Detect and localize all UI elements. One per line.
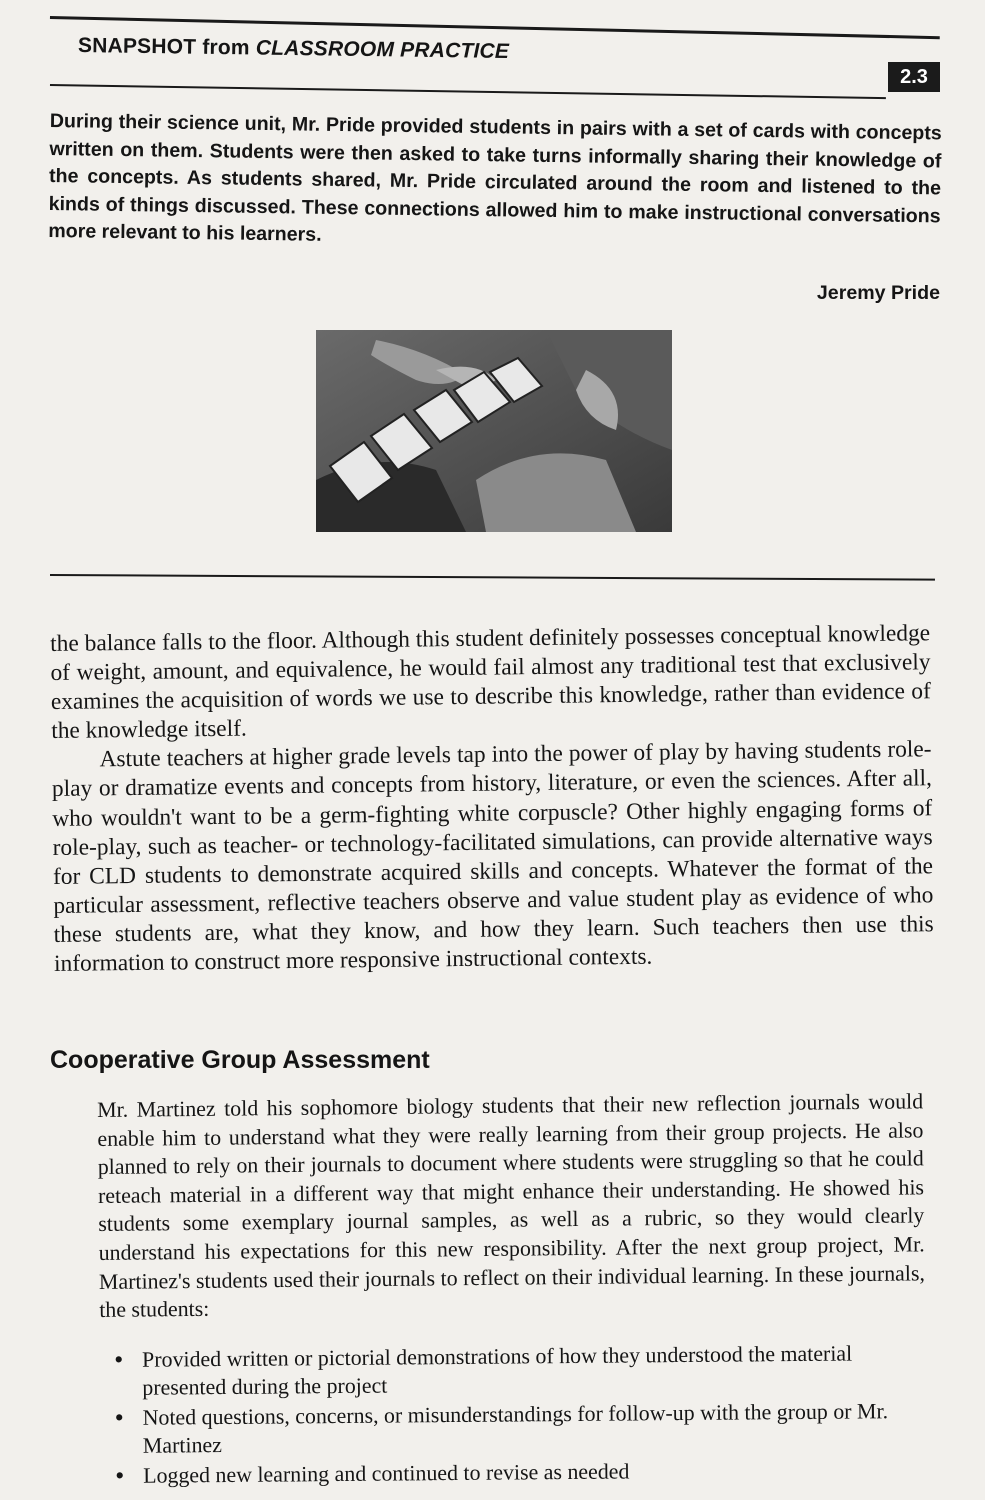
list-item: • Provided written or pictorial demonstrations of how they understood the material presented during the project [112,1339,922,1403]
photo-illustration [316,330,672,532]
snapshot-heading-prefix: SNAPSHOT from [77,34,256,60]
snapshot-number-badge: 2.3 [888,62,940,92]
section-heading: Cooperative Group Assessment [50,1046,430,1074]
extract-paragraph: Mr. Martinez told his sophomore biology students that their new reflection journals would enable him to understand what they were really learning from their group projects. He also planned to rely on their journals to document where students were struggling so that he could reteach material in a different way that might enhance their understanding. He showed his students some exemplary journal samples, as well as a rubric, so they would clearly understand his expectations for this new responsibility. After the next group project, Mr. Martinez's students used their journals to reflect on their individual learning. In these journals, the students: [97,1088,926,1323]
list-item: • Noted questions, concerns, or misunderstandings for follow-up with the group or Mr. Martinez [113,1397,923,1461]
snapshot-heading-italic: CLASSROOM PRACTICE [255,36,510,64]
classroom-cards-photo [316,330,672,532]
snapshot-body-text: During their science unit, Mr. Pride provided students in pairs with a set of cards with concepts written on them. Students were then asked to take turns informally sharing their knowledge of the concepts. As students shared, Mr. Pride circulated around the room and listened to the kinds of things discussed. These connections allowed him to make instructional conversations more relevant to his learners. [48,109,942,246]
section-extract [97,1087,925,1324]
snapshot-author: Jeremy Pride [816,282,940,304]
snapshot-heading [78,34,509,64]
list-item: • Logged new learning and continued to revise as needed [113,1455,923,1490]
snapshot-heading-rule [50,84,886,99]
body-paragraph-2: Astute teachers at higher grade levels tap into the power of play by having students role-play or dramatize events and concepts from history, literature, or even the sciences. After all, who wouldn't want to be a germ-fighting white corpuscle? Other highly engaging forms of role-play, such as teacher- or technology-facilitated simulations, can provide alternative ways for CLD students to demonstrate acquired skills and concepts. Whatever the format of the particular assessment, reflective teachers observe and value student play as evidence of who these students are, what they know, and how they learn. Such teachers then use this information to construct more responsive instructional contexts. [51,736,934,978]
journal-bullet-list [112,1339,923,1491]
body-paragraph-1: the balance falls to the floor. Although this student definitely possesses conceptual knowledge of weight, amount, and equivalence, he would fail almost any traditional test that exclusively examines the acquisition of words we use to describe this knowledge, rather than evidence of the knowledge itself. [50,620,931,745]
snapshot-bottom-rule [50,574,935,581]
body-text [50,619,934,979]
